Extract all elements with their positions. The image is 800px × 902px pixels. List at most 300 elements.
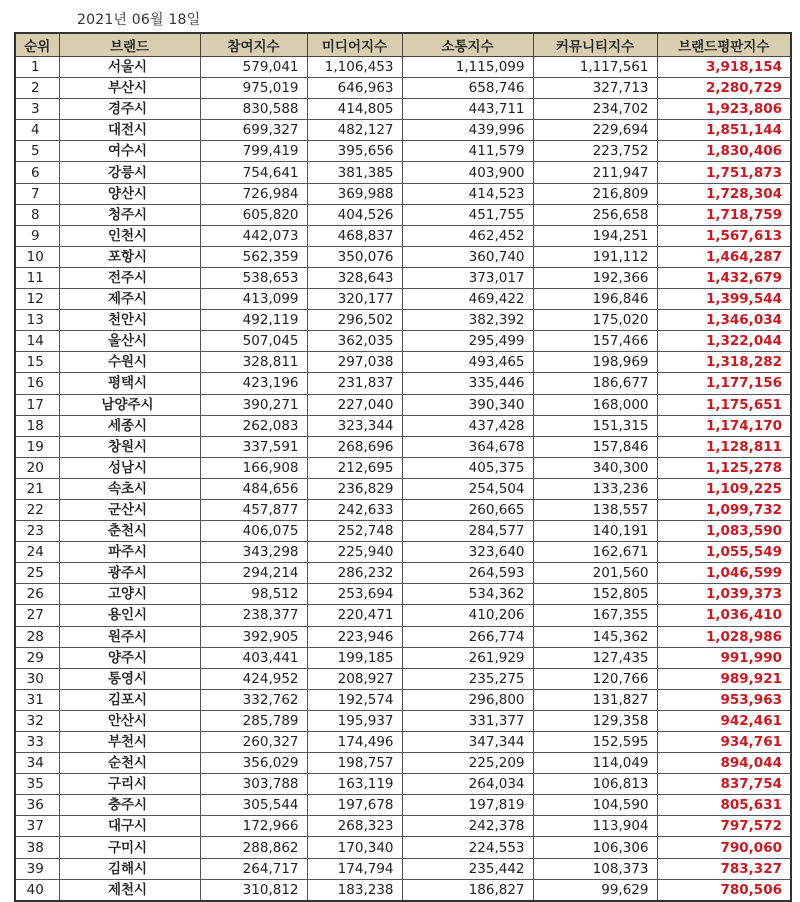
brand-reputation-index-cell: 1,399,544: [657, 289, 791, 310]
participation-index-cell: 726,984: [200, 183, 307, 204]
brand-name-cell: 제천시: [59, 879, 200, 901]
participation-index-cell: 98,512: [200, 584, 307, 605]
communication-index-cell: 1,115,099: [402, 57, 533, 78]
brand-name-cell: 인천시: [59, 225, 200, 246]
rank-cell: 11: [15, 267, 59, 288]
brand-reputation-index-cell: 1,039,373: [657, 584, 791, 605]
community-index-cell: 157,466: [533, 331, 657, 352]
brand-reputation-index-cell: 1,923,806: [657, 99, 791, 120]
table-row: [15, 605, 791, 626]
rank-cell: 5: [15, 141, 59, 162]
rank-cell: 10: [15, 246, 59, 267]
media-index-cell: 482,127: [307, 120, 402, 141]
brand-name-cell: 성남시: [59, 457, 200, 478]
brand-name-cell: 경주시: [59, 99, 200, 120]
communication-index-cell: 443,711: [402, 99, 533, 120]
community-index-cell: 216,809: [533, 183, 657, 204]
communication-index-cell: 658,746: [402, 78, 533, 99]
brand-reputation-index-cell: 783,327: [657, 858, 791, 879]
rank-cell: 25: [15, 563, 59, 584]
communication-index-cell: 493,465: [402, 352, 533, 373]
communication-index-cell: 360,740: [402, 246, 533, 267]
community-index-cell: 104,590: [533, 795, 657, 816]
rank-cell: 30: [15, 668, 59, 689]
rank-cell: 22: [15, 499, 59, 520]
media-index-cell: 223,946: [307, 626, 402, 647]
participation-index-cell: 343,298: [200, 542, 307, 563]
communication-index-cell: 264,034: [402, 774, 533, 795]
communication-index-cell: 186,827: [402, 879, 533, 901]
community-index-cell: 192,366: [533, 267, 657, 288]
participation-index-cell: 262,083: [200, 415, 307, 436]
rank-cell: 16: [15, 373, 59, 394]
community-index-cell: 131,827: [533, 689, 657, 710]
brand-name-cell: 부산시: [59, 78, 200, 99]
participation-index-cell: 492,119: [200, 310, 307, 331]
participation-index-cell: 294,214: [200, 563, 307, 584]
participation-index-cell: 975,019: [200, 78, 307, 99]
table-row: [15, 289, 791, 310]
media-index-cell: 252,748: [307, 521, 402, 542]
table-row: [15, 753, 791, 774]
brand-reputation-index-cell: 1,036,410: [657, 605, 791, 626]
community-index-cell: 140,191: [533, 521, 657, 542]
communication-index-cell: 254,504: [402, 478, 533, 499]
community-index-cell: 191,112: [533, 246, 657, 267]
rank-cell: 6: [15, 162, 59, 183]
media-index-cell: 253,694: [307, 584, 402, 605]
participation-index-cell: 172,966: [200, 816, 307, 837]
brand-name-cell: 창원시: [59, 436, 200, 457]
community-index-cell: 196,846: [533, 289, 657, 310]
media-index-cell: 242,633: [307, 499, 402, 520]
rank-cell: 31: [15, 689, 59, 710]
brand-reputation-index-cell: 1,322,044: [657, 331, 791, 352]
community-index-cell: 129,358: [533, 710, 657, 731]
table-row: [15, 584, 791, 605]
participation-index-cell: 423,196: [200, 373, 307, 394]
communication-index-cell: 411,579: [402, 141, 533, 162]
participation-index-cell: 238,377: [200, 605, 307, 626]
communication-index-cell: 373,017: [402, 267, 533, 288]
communication-index-cell: 197,819: [402, 795, 533, 816]
participation-index-cell: 288,862: [200, 837, 307, 858]
brand-reputation-index-cell: 989,921: [657, 668, 791, 689]
community-index-cell: 198,969: [533, 352, 657, 373]
media-index-cell: 174,496: [307, 732, 402, 753]
media-index-cell: 231,837: [307, 373, 402, 394]
participation-index-cell: 538,653: [200, 267, 307, 288]
brand-name-cell: 울산시: [59, 331, 200, 352]
table-row: [15, 120, 791, 141]
brand-name-cell: 순천시: [59, 753, 200, 774]
rank-cell: 23: [15, 521, 59, 542]
brand-name-cell: 대구시: [59, 816, 200, 837]
table-row: [15, 521, 791, 542]
brand-reputation-table: [14, 32, 792, 902]
media-index-cell: 198,757: [307, 753, 402, 774]
brand-name-cell: 여수시: [59, 141, 200, 162]
participation-index-cell: 166,908: [200, 457, 307, 478]
participation-index-cell: 392,905: [200, 626, 307, 647]
community-index-cell: 1,117,561: [533, 57, 657, 78]
media-index-cell: 362,035: [307, 331, 402, 352]
table-row: [15, 141, 791, 162]
rank-cell: 17: [15, 394, 59, 415]
community-index-cell: 167,355: [533, 605, 657, 626]
community-index-cell: 186,677: [533, 373, 657, 394]
participation-index-cell: 264,717: [200, 858, 307, 879]
brand-reputation-index-cell: 1,028,986: [657, 626, 791, 647]
table-row: [15, 415, 791, 436]
brand-name-cell: 용인시: [59, 605, 200, 626]
brand-reputation-index-cell: 1,318,282: [657, 352, 791, 373]
table-row: [15, 267, 791, 288]
communication-index-cell: 264,593: [402, 563, 533, 584]
communication-index-cell: 261,929: [402, 647, 533, 668]
table-row: [15, 310, 791, 331]
participation-index-cell: 507,045: [200, 331, 307, 352]
table-row: [15, 499, 791, 520]
brand-name-cell: 포항시: [59, 246, 200, 267]
table-row: [15, 542, 791, 563]
table-row: [15, 732, 791, 753]
participation-index-cell: 305,544: [200, 795, 307, 816]
community-index-cell: 194,251: [533, 225, 657, 246]
rank-cell: 8: [15, 204, 59, 225]
brand-name-cell: 수원시: [59, 352, 200, 373]
brand-name-cell: 양산시: [59, 183, 200, 204]
brand-name-cell: 김포시: [59, 689, 200, 710]
media-index-cell: 381,385: [307, 162, 402, 183]
brand-name-cell: 광주시: [59, 563, 200, 584]
media-index-cell: 212,695: [307, 457, 402, 478]
community-index-cell: 201,560: [533, 563, 657, 584]
brand-name-cell: 속초시: [59, 478, 200, 499]
rank-cell: 26: [15, 584, 59, 605]
rank-cell: 29: [15, 647, 59, 668]
brand-reputation-index-cell: 1,851,144: [657, 120, 791, 141]
media-index-cell: 369,988: [307, 183, 402, 204]
table-row: [15, 668, 791, 689]
communication-index-cell: 405,375: [402, 457, 533, 478]
media-index-cell: 192,574: [307, 689, 402, 710]
media-index-cell: 1,106,453: [307, 57, 402, 78]
media-index-cell: 197,678: [307, 795, 402, 816]
brand-reputation-index-cell: 894,044: [657, 753, 791, 774]
media-index-cell: 395,656: [307, 141, 402, 162]
communication-index-cell: 331,377: [402, 710, 533, 731]
rank-cell: 18: [15, 415, 59, 436]
brand-name-cell: 고양시: [59, 584, 200, 605]
media-index-cell: 323,344: [307, 415, 402, 436]
brand-reputation-index-cell: 1,099,732: [657, 499, 791, 520]
participation-index-cell: 356,029: [200, 753, 307, 774]
brand-reputation-index-cell: 942,461: [657, 710, 791, 731]
rank-cell: 13: [15, 310, 59, 331]
rank-cell: 36: [15, 795, 59, 816]
community-index-cell: 152,595: [533, 732, 657, 753]
rank-cell: 15: [15, 352, 59, 373]
header-communication-index: 소통지수: [402, 33, 533, 57]
brand-reputation-index-cell: 953,963: [657, 689, 791, 710]
communication-index-cell: 462,452: [402, 225, 533, 246]
participation-index-cell: 579,041: [200, 57, 307, 78]
brand-reputation-index-cell: 3,918,154: [657, 57, 791, 78]
brand-reputation-index-cell: 837,754: [657, 774, 791, 795]
communication-index-cell: 437,428: [402, 415, 533, 436]
communication-index-cell: 235,442: [402, 858, 533, 879]
participation-index-cell: 799,419: [200, 141, 307, 162]
participation-index-cell: 390,271: [200, 394, 307, 415]
brand-name-cell: 군산시: [59, 499, 200, 520]
brand-name-cell: 원주시: [59, 626, 200, 647]
media-index-cell: 404,526: [307, 204, 402, 225]
communication-index-cell: 335,446: [402, 373, 533, 394]
community-index-cell: 223,752: [533, 141, 657, 162]
media-index-cell: 236,829: [307, 478, 402, 499]
media-index-cell: 268,696: [307, 436, 402, 457]
media-index-cell: 174,794: [307, 858, 402, 879]
header-media-index: 미디어지수: [307, 33, 402, 57]
brand-name-cell: 제주시: [59, 289, 200, 310]
communication-index-cell: 266,774: [402, 626, 533, 647]
table-header-row: [15, 33, 791, 57]
rank-cell: 4: [15, 120, 59, 141]
brand-name-cell: 김해시: [59, 858, 200, 879]
brand-reputation-index-cell: 1,177,156: [657, 373, 791, 394]
table-row: [15, 689, 791, 710]
participation-index-cell: 484,656: [200, 478, 307, 499]
table-row: [15, 225, 791, 246]
participation-index-cell: 260,327: [200, 732, 307, 753]
participation-index-cell: 754,641: [200, 162, 307, 183]
brand-reputation-index-cell: 1,125,278: [657, 457, 791, 478]
communication-index-cell: 224,553: [402, 837, 533, 858]
rank-cell: 20: [15, 457, 59, 478]
communication-index-cell: 390,340: [402, 394, 533, 415]
rank-cell: 14: [15, 331, 59, 352]
table-row: [15, 774, 791, 795]
media-index-cell: 227,040: [307, 394, 402, 415]
participation-index-cell: 406,075: [200, 521, 307, 542]
participation-index-cell: 424,952: [200, 668, 307, 689]
media-index-cell: 646,963: [307, 78, 402, 99]
community-index-cell: 113,904: [533, 816, 657, 837]
participation-index-cell: 303,788: [200, 774, 307, 795]
community-index-cell: 99,629: [533, 879, 657, 901]
table-row: [15, 858, 791, 879]
rank-cell: 27: [15, 605, 59, 626]
communication-index-cell: 382,392: [402, 310, 533, 331]
media-index-cell: 195,937: [307, 710, 402, 731]
media-index-cell: 350,076: [307, 246, 402, 267]
brand-name-cell: 부천시: [59, 732, 200, 753]
media-index-cell: 297,038: [307, 352, 402, 373]
date-label: 2021년 06월 18일: [77, 12, 201, 28]
rank-cell: 21: [15, 478, 59, 499]
brand-reputation-index-cell: 1,751,873: [657, 162, 791, 183]
table-row: [15, 436, 791, 457]
participation-index-cell: 442,073: [200, 225, 307, 246]
community-index-cell: 256,658: [533, 204, 657, 225]
media-index-cell: 286,232: [307, 563, 402, 584]
brand-name-cell: 춘천시: [59, 521, 200, 542]
rank-cell: 33: [15, 732, 59, 753]
brand-name-cell: 평택시: [59, 373, 200, 394]
participation-index-cell: 457,877: [200, 499, 307, 520]
communication-index-cell: 414,523: [402, 183, 533, 204]
rank-cell: 2: [15, 78, 59, 99]
rank-cell: 24: [15, 542, 59, 563]
communication-index-cell: 225,209: [402, 753, 533, 774]
media-index-cell: 183,238: [307, 879, 402, 901]
brand-reputation-index-cell: 805,631: [657, 795, 791, 816]
brand-name-cell: 전주시: [59, 267, 200, 288]
header-rank: 순위: [15, 33, 59, 57]
brand-reputation-index-cell: 1,432,679: [657, 267, 791, 288]
rank-cell: 3: [15, 99, 59, 120]
table-row: [15, 795, 791, 816]
brand-reputation-index-cell: 1,083,590: [657, 521, 791, 542]
participation-index-cell: 328,811: [200, 352, 307, 373]
table-row: [15, 99, 791, 120]
header-participation-index: 참여지수: [200, 33, 307, 57]
communication-index-cell: 347,344: [402, 732, 533, 753]
table-row: [15, 331, 791, 352]
brand-reputation-index-cell: 790,060: [657, 837, 791, 858]
table-row: [15, 78, 791, 99]
table-row: [15, 563, 791, 584]
participation-index-cell: 562,359: [200, 246, 307, 267]
media-index-cell: 320,177: [307, 289, 402, 310]
header-brand-reputation-index: 브랜드평판지수: [657, 33, 791, 57]
brand-name-cell: 강릉시: [59, 162, 200, 183]
brand-name-cell: 천안시: [59, 310, 200, 331]
rank-cell: 32: [15, 710, 59, 731]
community-index-cell: 151,315: [533, 415, 657, 436]
communication-index-cell: 469,422: [402, 289, 533, 310]
brand-name-cell: 구리시: [59, 774, 200, 795]
media-index-cell: 328,643: [307, 267, 402, 288]
community-index-cell: 127,435: [533, 647, 657, 668]
community-index-cell: 168,000: [533, 394, 657, 415]
community-index-cell: 211,947: [533, 162, 657, 183]
media-index-cell: 163,119: [307, 774, 402, 795]
brand-reputation-index-cell: 1,046,599: [657, 563, 791, 584]
brand-reputation-index-cell: 2,280,729: [657, 78, 791, 99]
communication-index-cell: 451,755: [402, 204, 533, 225]
media-index-cell: 220,471: [307, 605, 402, 626]
community-index-cell: 114,049: [533, 753, 657, 774]
community-index-cell: 106,306: [533, 837, 657, 858]
participation-index-cell: 830,588: [200, 99, 307, 120]
communication-index-cell: 439,996: [402, 120, 533, 141]
participation-index-cell: 699,327: [200, 120, 307, 141]
community-index-cell: 106,813: [533, 774, 657, 795]
rank-cell: 1: [15, 57, 59, 78]
table-row: [15, 204, 791, 225]
brand-name-cell: 파주시: [59, 542, 200, 563]
media-index-cell: 199,185: [307, 647, 402, 668]
rank-cell: 7: [15, 183, 59, 204]
participation-index-cell: 413,099: [200, 289, 307, 310]
brand-reputation-index-cell: 1,128,811: [657, 436, 791, 457]
brand-reputation-index-cell: 1,464,287: [657, 246, 791, 267]
media-index-cell: 225,940: [307, 542, 402, 563]
media-index-cell: 208,927: [307, 668, 402, 689]
participation-index-cell: 337,591: [200, 436, 307, 457]
participation-index-cell: 403,441: [200, 647, 307, 668]
table-row: [15, 879, 791, 901]
table-row: [15, 837, 791, 858]
media-index-cell: 468,837: [307, 225, 402, 246]
community-index-cell: 133,236: [533, 478, 657, 499]
brand-name-cell: 청주시: [59, 204, 200, 225]
participation-index-cell: 285,789: [200, 710, 307, 731]
communication-index-cell: 260,665: [402, 499, 533, 520]
brand-name-cell: 충주시: [59, 795, 200, 816]
table-row: [15, 57, 791, 78]
community-index-cell: 138,557: [533, 499, 657, 520]
community-index-cell: 229,694: [533, 120, 657, 141]
communication-index-cell: 296,800: [402, 689, 533, 710]
communication-index-cell: 242,378: [402, 816, 533, 837]
rank-cell: 40: [15, 879, 59, 901]
brand-reputation-index-cell: 1,728,304: [657, 183, 791, 204]
rank-cell: 28: [15, 626, 59, 647]
media-index-cell: 296,502: [307, 310, 402, 331]
community-index-cell: 327,713: [533, 78, 657, 99]
brand-name-cell: 세종시: [59, 415, 200, 436]
communication-index-cell: 284,577: [402, 521, 533, 542]
table-body: [15, 57, 791, 901]
participation-index-cell: 605,820: [200, 204, 307, 225]
brand-reputation-index-cell: 1,346,034: [657, 310, 791, 331]
table-row: [15, 162, 791, 183]
brand-name-cell: 안산시: [59, 710, 200, 731]
table-row: [15, 647, 791, 668]
community-index-cell: 145,362: [533, 626, 657, 647]
community-index-cell: 120,766: [533, 668, 657, 689]
community-index-cell: 152,805: [533, 584, 657, 605]
rank-cell: 35: [15, 774, 59, 795]
table-row: [15, 710, 791, 731]
rank-cell: 19: [15, 436, 59, 457]
table-row: [15, 478, 791, 499]
table-row: [15, 626, 791, 647]
community-index-cell: 340,300: [533, 457, 657, 478]
media-index-cell: 170,340: [307, 837, 402, 858]
brand-name-cell: 대전시: [59, 120, 200, 141]
rank-cell: 12: [15, 289, 59, 310]
brand-name-cell: 통영시: [59, 668, 200, 689]
header-brand: 브랜드: [59, 33, 200, 57]
rank-cell: 34: [15, 753, 59, 774]
table-row: [15, 394, 791, 415]
media-index-cell: 268,323: [307, 816, 402, 837]
community-index-cell: 108,373: [533, 858, 657, 879]
brand-reputation-index-cell: 1,109,225: [657, 478, 791, 499]
community-index-cell: 175,020: [533, 310, 657, 331]
rank-cell: 9: [15, 225, 59, 246]
table-row: [15, 246, 791, 267]
brand-reputation-index-cell: 1,718,759: [657, 204, 791, 225]
rank-cell: 39: [15, 858, 59, 879]
communication-index-cell: 295,499: [402, 331, 533, 352]
brand-reputation-index-cell: 1,830,406: [657, 141, 791, 162]
rank-cell: 38: [15, 837, 59, 858]
